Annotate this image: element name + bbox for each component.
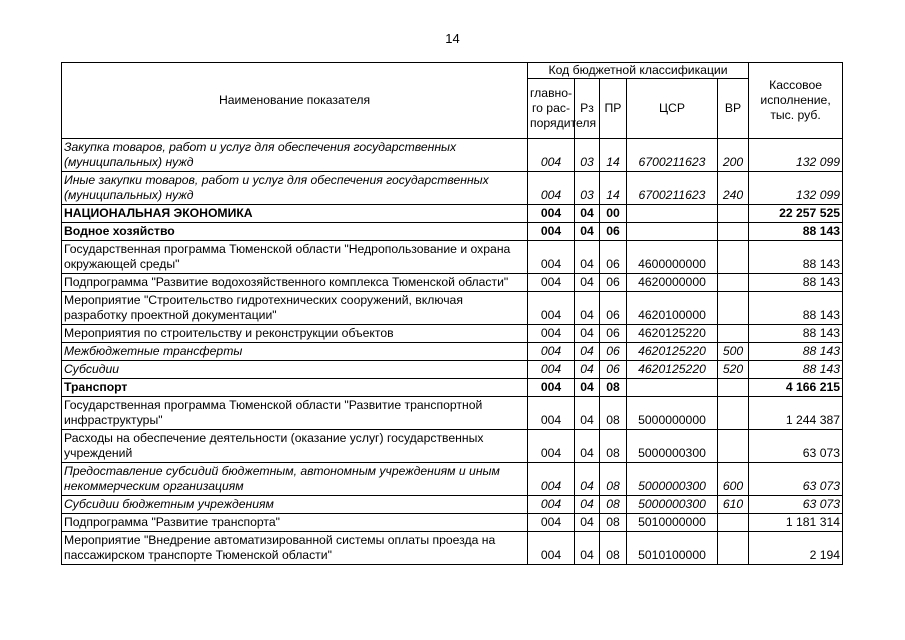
cell-rz: 03	[575, 172, 600, 205]
cell-pr: 08	[600, 463, 627, 496]
cell-pr: 08	[600, 430, 627, 463]
header-rz: Рз	[575, 79, 600, 139]
cell-amount: 88 143	[749, 223, 843, 241]
cell-pr: 08	[600, 379, 627, 397]
cell-vr: 520	[718, 361, 749, 379]
cell-rz: 04	[575, 274, 600, 292]
cell-csr: 5000000300	[627, 496, 718, 514]
cell-pr: 06	[600, 343, 627, 361]
cell-pr: 14	[600, 139, 627, 172]
table-row	[62, 496, 843, 514]
cell-rz: 04	[575, 292, 600, 325]
cell-name: Предоставление субсидий бюджетным, автономным учреждениям и иным некоммерческим организациям	[62, 463, 528, 496]
cell-csr	[627, 205, 718, 223]
cell-vr: 600	[718, 463, 749, 496]
header-amount: Кассовое исполнение, тыс. руб.	[749, 63, 843, 139]
cell-pr: 06	[600, 361, 627, 379]
cell-name: Подпрограмма "Развитие водохозяйственного комплекса Тюменской области"	[62, 274, 528, 292]
cell-pr: 08	[600, 514, 627, 532]
cell-csr: 4620100000	[627, 292, 718, 325]
cell-rz: 04	[575, 361, 600, 379]
table-row	[62, 379, 843, 397]
cell-csr: 5000000300	[627, 463, 718, 496]
cell-pr: 14	[600, 172, 627, 205]
cell-glavny: 004	[528, 496, 575, 514]
cell-vr	[718, 292, 749, 325]
cell-amount: 63 073	[749, 430, 843, 463]
cell-rz: 04	[575, 514, 600, 532]
cell-name: Мероприятие "Внедрение автоматизированной системы оплаты проезда на пассажирском транспорте Тюменской области"	[62, 532, 528, 565]
cell-amount: 4 166 215	[749, 379, 843, 397]
cell-glavny: 004	[528, 343, 575, 361]
cell-csr	[627, 223, 718, 241]
cell-glavny: 004	[528, 397, 575, 430]
cell-vr: 610	[718, 496, 749, 514]
cell-csr: 5010000000	[627, 514, 718, 532]
cell-csr	[627, 379, 718, 397]
page-number: 14	[445, 31, 460, 46]
cell-vr	[718, 430, 749, 463]
cell-amount: 88 143	[749, 361, 843, 379]
cell-vr	[718, 514, 749, 532]
table-row	[62, 397, 843, 430]
table-row	[62, 241, 843, 274]
cell-vr	[718, 325, 749, 343]
cell-glavny: 004	[528, 379, 575, 397]
cell-pr: 08	[600, 397, 627, 430]
cell-glavny: 004	[528, 172, 575, 205]
cell-csr: 5000000300	[627, 430, 718, 463]
header-code-group: Код бюджетной классификации	[528, 63, 749, 79]
table-header	[62, 63, 843, 139]
cell-glavny: 004	[528, 361, 575, 379]
cell-vr	[718, 223, 749, 241]
cell-glavny: 004	[528, 292, 575, 325]
cell-pr: 00	[600, 205, 627, 223]
cell-glavny: 004	[528, 241, 575, 274]
cell-name: Водное хозяйство	[62, 223, 528, 241]
cell-csr: 5010100000	[627, 532, 718, 565]
cell-name: Государственная программа Тюменской области "Развитие транспортной инфраструктуры"	[62, 397, 528, 430]
header-glavny: главно-го рас-порядителя	[528, 79, 575, 139]
cell-vr	[718, 397, 749, 430]
cell-amount: 63 073	[749, 463, 843, 496]
header-vr: ВР	[718, 79, 749, 139]
table-row	[62, 361, 843, 379]
cell-rz: 04	[575, 205, 600, 223]
table-row	[62, 292, 843, 325]
cell-name: Мероприятия по строительству и реконструкции объектов	[62, 325, 528, 343]
header-csr: ЦСР	[627, 79, 718, 139]
cell-glavny: 004	[528, 325, 575, 343]
cell-name: Субсидии бюджетным учреждениям	[62, 496, 528, 514]
table-row	[62, 343, 843, 361]
cell-amount: 1 244 387	[749, 397, 843, 430]
cell-pr: 06	[600, 292, 627, 325]
cell-amount: 88 143	[749, 343, 843, 361]
cell-rz: 03	[575, 139, 600, 172]
cell-vr	[718, 241, 749, 274]
cell-name: Транспорт	[62, 379, 528, 397]
cell-pr: 06	[600, 325, 627, 343]
cell-name: НАЦИОНАЛЬНАЯ ЭКОНОМИКА	[62, 205, 528, 223]
cell-glavny: 004	[528, 223, 575, 241]
cell-rz: 04	[575, 496, 600, 514]
header-name: Наименование показателя	[62, 63, 528, 139]
cell-glavny: 004	[528, 430, 575, 463]
cell-glavny: 004	[528, 514, 575, 532]
cell-name: Мероприятие "Строительство гидротехнических сооружений, включая разработку проектной документации"	[62, 292, 528, 325]
table-row	[62, 274, 843, 292]
cell-csr: 4620125220	[627, 361, 718, 379]
cell-rz: 04	[575, 343, 600, 361]
cell-rz: 04	[575, 325, 600, 343]
cell-name: Подпрограмма "Развитие транспорта"	[62, 514, 528, 532]
cell-glavny: 004	[528, 205, 575, 223]
cell-vr: 240	[718, 172, 749, 205]
cell-rz: 04	[575, 463, 600, 496]
cell-glavny: 004	[528, 532, 575, 565]
cell-rz: 04	[575, 241, 600, 274]
table-row	[62, 205, 843, 223]
cell-rz: 04	[575, 397, 600, 430]
table-row	[62, 514, 843, 532]
cell-amount: 22 257 525	[749, 205, 843, 223]
cell-name: Межбюджетные трансферты	[62, 343, 528, 361]
cell-vr: 500	[718, 343, 749, 361]
cell-csr: 4600000000	[627, 241, 718, 274]
cell-glavny: 004	[528, 274, 575, 292]
cell-csr: 4620125220	[627, 343, 718, 361]
cell-name: Субсидии	[62, 361, 528, 379]
cell-rz: 04	[575, 532, 600, 565]
table-body	[62, 139, 843, 565]
table-row	[62, 172, 843, 205]
cell-vr: 200	[718, 139, 749, 172]
cell-name: Государственная программа Тюменской области "Недропользование и охрана окружающей среды"	[62, 241, 528, 274]
cell-amount: 132 099	[749, 139, 843, 172]
table-row	[62, 532, 843, 565]
cell-amount: 88 143	[749, 274, 843, 292]
cell-csr: 5000000000	[627, 397, 718, 430]
budget-table	[61, 62, 843, 565]
cell-pr: 06	[600, 274, 627, 292]
cell-name: Иные закупки товаров, работ и услуг для обеспечения государственных (муниципальных) нужд	[62, 172, 528, 205]
cell-amount: 2 194	[749, 532, 843, 565]
table-row	[62, 430, 843, 463]
cell-pr: 08	[600, 496, 627, 514]
cell-amount: 88 143	[749, 325, 843, 343]
cell-vr	[718, 274, 749, 292]
cell-csr: 6700211623	[627, 139, 718, 172]
cell-rz: 04	[575, 379, 600, 397]
table-row	[62, 463, 843, 496]
cell-amount: 63 073	[749, 496, 843, 514]
cell-csr: 6700211623	[627, 172, 718, 205]
cell-amount: 1 181 314	[749, 514, 843, 532]
cell-rz: 04	[575, 223, 600, 241]
cell-amount: 132 099	[749, 172, 843, 205]
cell-vr	[718, 379, 749, 397]
cell-pr: 06	[600, 241, 627, 274]
cell-glavny: 004	[528, 463, 575, 496]
cell-csr: 4620000000	[627, 274, 718, 292]
header-pr: ПР	[600, 79, 627, 139]
cell-rz: 04	[575, 430, 600, 463]
cell-vr	[718, 205, 749, 223]
cell-glavny: 004	[528, 139, 575, 172]
cell-amount: 88 143	[749, 292, 843, 325]
cell-csr: 4620125220	[627, 325, 718, 343]
cell-vr	[718, 532, 749, 565]
table-row	[62, 139, 843, 172]
cell-amount: 88 143	[749, 241, 843, 274]
cell-name: Закупка товаров, работ и услуг для обеспечения государственных (муниципальных) нужд	[62, 139, 528, 172]
table-row	[62, 223, 843, 241]
cell-pr: 06	[600, 223, 627, 241]
cell-pr: 08	[600, 532, 627, 565]
cell-name: Расходы на обеспечение деятельности (оказание услуг) государственных учреждений	[62, 430, 528, 463]
table-row	[62, 325, 843, 343]
